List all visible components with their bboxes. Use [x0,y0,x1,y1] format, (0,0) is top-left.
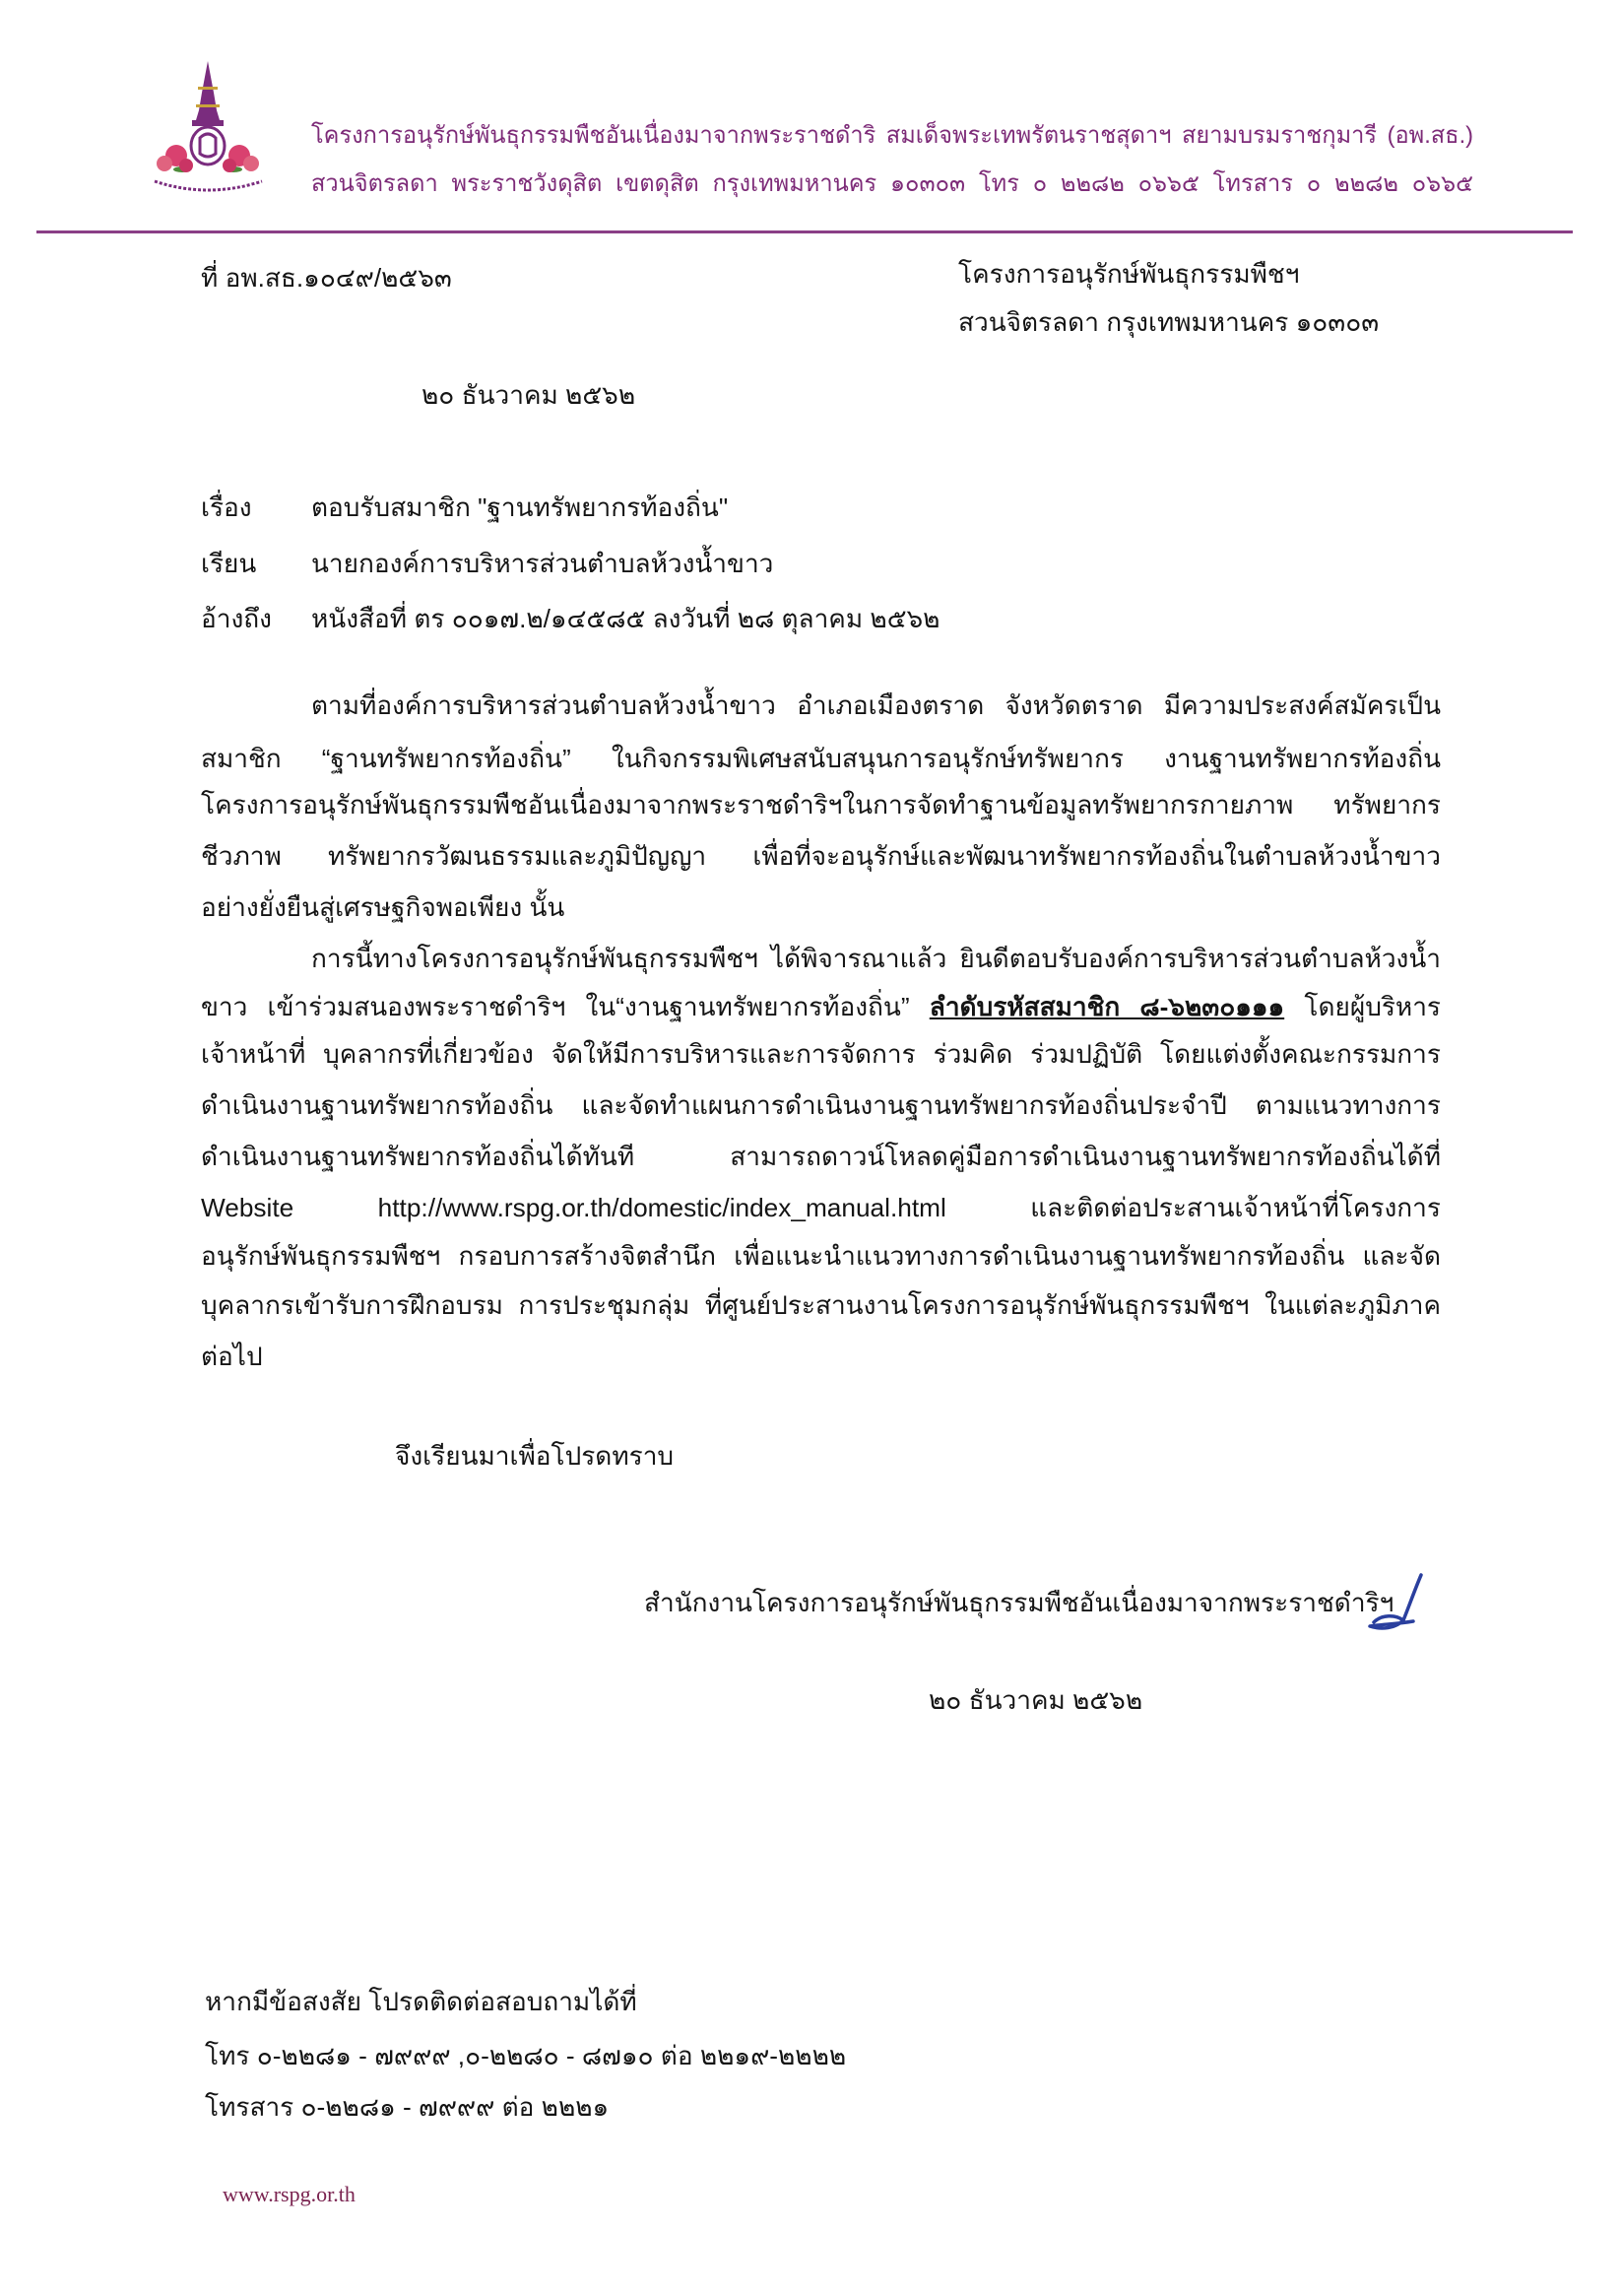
footer-website: www.rspg.or.th [223,2182,356,2206]
body-line [201,987,1441,1026]
body-line-text: โครงการอนุรักษ์พันธุกรรมพืชอันเนื่องมาจากพระราชดำริฯในการจัดทำฐานข้อมูลทรัพยากรกายภาพ ทรัพยากร [201,790,1441,820]
letterhead-title-text: โครงการอนุรักษ์พันธุกรรมพืชอันเนื่องมาจากพระราชดำริ สมเด็จพระเทพรัตนราชสุดาฯ สยามบรมราชกุมารี (อพ.สธ.) [311,123,1473,149]
reference-label: อ้างถึง [201,604,272,633]
closing-line: จึงเรียนมาเพื่อโปรดทราบ [395,1441,675,1471]
body-line-text: อนุรักษ์พันธุกรรมพืชฯ กรอบการสร้างจิตสำนึก เพื่อแนะนำแนวทางการดำเนินงานฐานทรัพยากรท้องถิ่น และจัด [201,1241,1441,1271]
body-line-text: Website http://www.rspg.or.th/domestic/index_manual.html และติดต่อประสานเจ้าหน้าที่โครงการ [201,1193,1441,1222]
member-code: ลำดับรหัสสมาชิก ๘-๖๒๓๐๑๑๑ [929,992,1285,1021]
body-line-text: ดำเนินงานฐานทรัพยากรท้องถิ่นได้ทันที สามารถดาวน์โหลดคู่มือการดำเนินงานฐานทรัพยากรท้องถิ่นได้ที่ [201,1142,1441,1171]
body-line-text [201,992,1441,1021]
body-line-text: บุคลากรเข้ารับการฝึกอบรม การประชุมกลุ่ม ที่ศูนย์ประสานงานโครงการอนุรักษ์พันธุกรรมพืชฯ ในแต่ละภูมิภาค [201,1290,1441,1320]
body-line [201,1137,1441,1176]
body-line [201,739,1441,778]
body-line-text: การนี้ทางโครงการอนุรักษ์พันธุกรรมพืชฯ ได้พิจารณาแล้ว ยินดีตอบรับองค์การบริหารส่วนตำบลห้วงน้ำ [311,944,1441,973]
body-line [311,939,1441,978]
contact-fax: โทรสาร ๐-๒๒๘๑ - ๗๙๙๙ ต่อ ๒๒๒๑ [205,2092,610,2122]
body-line-segment: โดยผู้บริหาร [1304,992,1442,1021]
sender-address-line: สวนจิตรลดา กรุงเทพมหานคร ๑๐๓๐๓ [958,307,1380,337]
letterhead-address [311,166,1473,202]
body-line [201,836,1441,876]
letterhead-address-text: สวนจิตรลดา พระราชวังดุสิต เขตดุสิต กรุงเทพมหานคร ๑๐๓๐๓ โทร ๐ ๒๒๘๒ ๐๖๖๕ โทรสาร ๐ ๒๒๘๒ ๐๖๖๕ [311,171,1473,197]
recipient-value: นายกองค์การบริหารส่วนตำบลห้วงน้ำขาว [311,549,774,578]
reference-value: หนังสือที่ ตร ๐๐๑๗.๒/๑๔๕๘๕ ลงวันที่ ๒๘ ตุลาคม ๒๕๖๒ [311,604,940,633]
body-line [201,785,1441,824]
letterhead-title [311,118,1473,154]
signatory-office: สำนักงานโครงการอนุรักษ์พันธุกรรมพืชอันเนื่องมาจากพระราชดำริฯ [644,1588,1394,1617]
reference-number: ที่ อพ.สธ.๑๐๔๙/๒๕๖๓ [201,263,452,293]
letter-date: ๒๐ ธันวาคม ๒๕๖๒ [421,380,636,410]
body-line [311,686,1441,725]
body-line-segment: ขาว เข้าร่วมสนองพระราชดำริฯ ใน“งานฐานทรัพยากรท้องถิ่น” [201,992,910,1021]
rspg-crown-emblem-icon [147,59,270,207]
subject-value: ตอบรับสมาชิก "ฐานทรัพยากรท้องถิ่น" [311,492,729,522]
handwritten-signature-icon [1360,1569,1439,1643]
sender-address-line: โครงการอนุรักษ์พันธุกรรมพืชฯ [958,259,1300,289]
recipient-label: เรียน [201,549,257,578]
body-line [201,1085,1441,1125]
subject-label: เรื่อง [201,492,252,522]
contact-intro: หากมีข้อสงสัย โปรดติดต่อสอบถามได้ที่ [205,1987,637,2016]
body-line [201,1188,1441,1227]
body-line: ต่อไป [201,1342,263,1371]
body-line-text: ดำเนินงานฐานทรัพยากรท้องถิ่น และจัดทำแผนการดำเนินงานฐานทรัพยากรท้องถิ่นประจำปี ตามแนวทางการ [201,1090,1441,1120]
body-line [201,1285,1441,1325]
body-line [201,1034,1441,1074]
body-line: อย่างยั่งยืนสู่เศรษฐกิจพอเพียง นั้น [201,892,565,922]
body-line-text: ตามที่องค์การบริหารส่วนตำบลห้วงน้ำขาว อำเภอเมืองตราด จังหวัดตราด มีความประสงค์สมัครเป็น [311,690,1441,720]
body-line-text: เจ้าหน้าที่ บุคลากรที่เกี่ยวข้อง จัดให้มีการบริหารและการจัดการ ร่วมคิด ร่วมปฏิบัติ โดยแต่งตั้งคณะกรรมการ [201,1039,1441,1069]
body-line [201,1236,1441,1276]
letterhead-divider [36,230,1573,233]
signatory-block [644,1583,1439,1643]
contact-phone: โทร ๐-๒๒๘๑ - ๗๙๙๙ ,๐-๒๒๘๐ - ๘๗๑๐ ต่อ ๒๒๑๙-๒๒๒๒ [205,2041,847,2070]
body-line-text: ชีวภาพ ทรัพยากรวัฒนธรรมและภูมิปัญญา เพื่อที่จะอนุรักษ์และพัฒนาทรัพยากรท้องถิ่นในตำบลห้วงน้ำขาว [201,841,1441,871]
signatory-date: ๒๐ ธันวาคม ๒๕๖๒ [929,1685,1143,1715]
body-line-text: สมาชิก “ฐานทรัพยากรท้องถิ่น” ในกิจกรรมพิเศษสนับสนุนการอนุรักษ์ทรัพยากร งานฐานทรัพยากรท้องถิ่น [201,744,1441,773]
